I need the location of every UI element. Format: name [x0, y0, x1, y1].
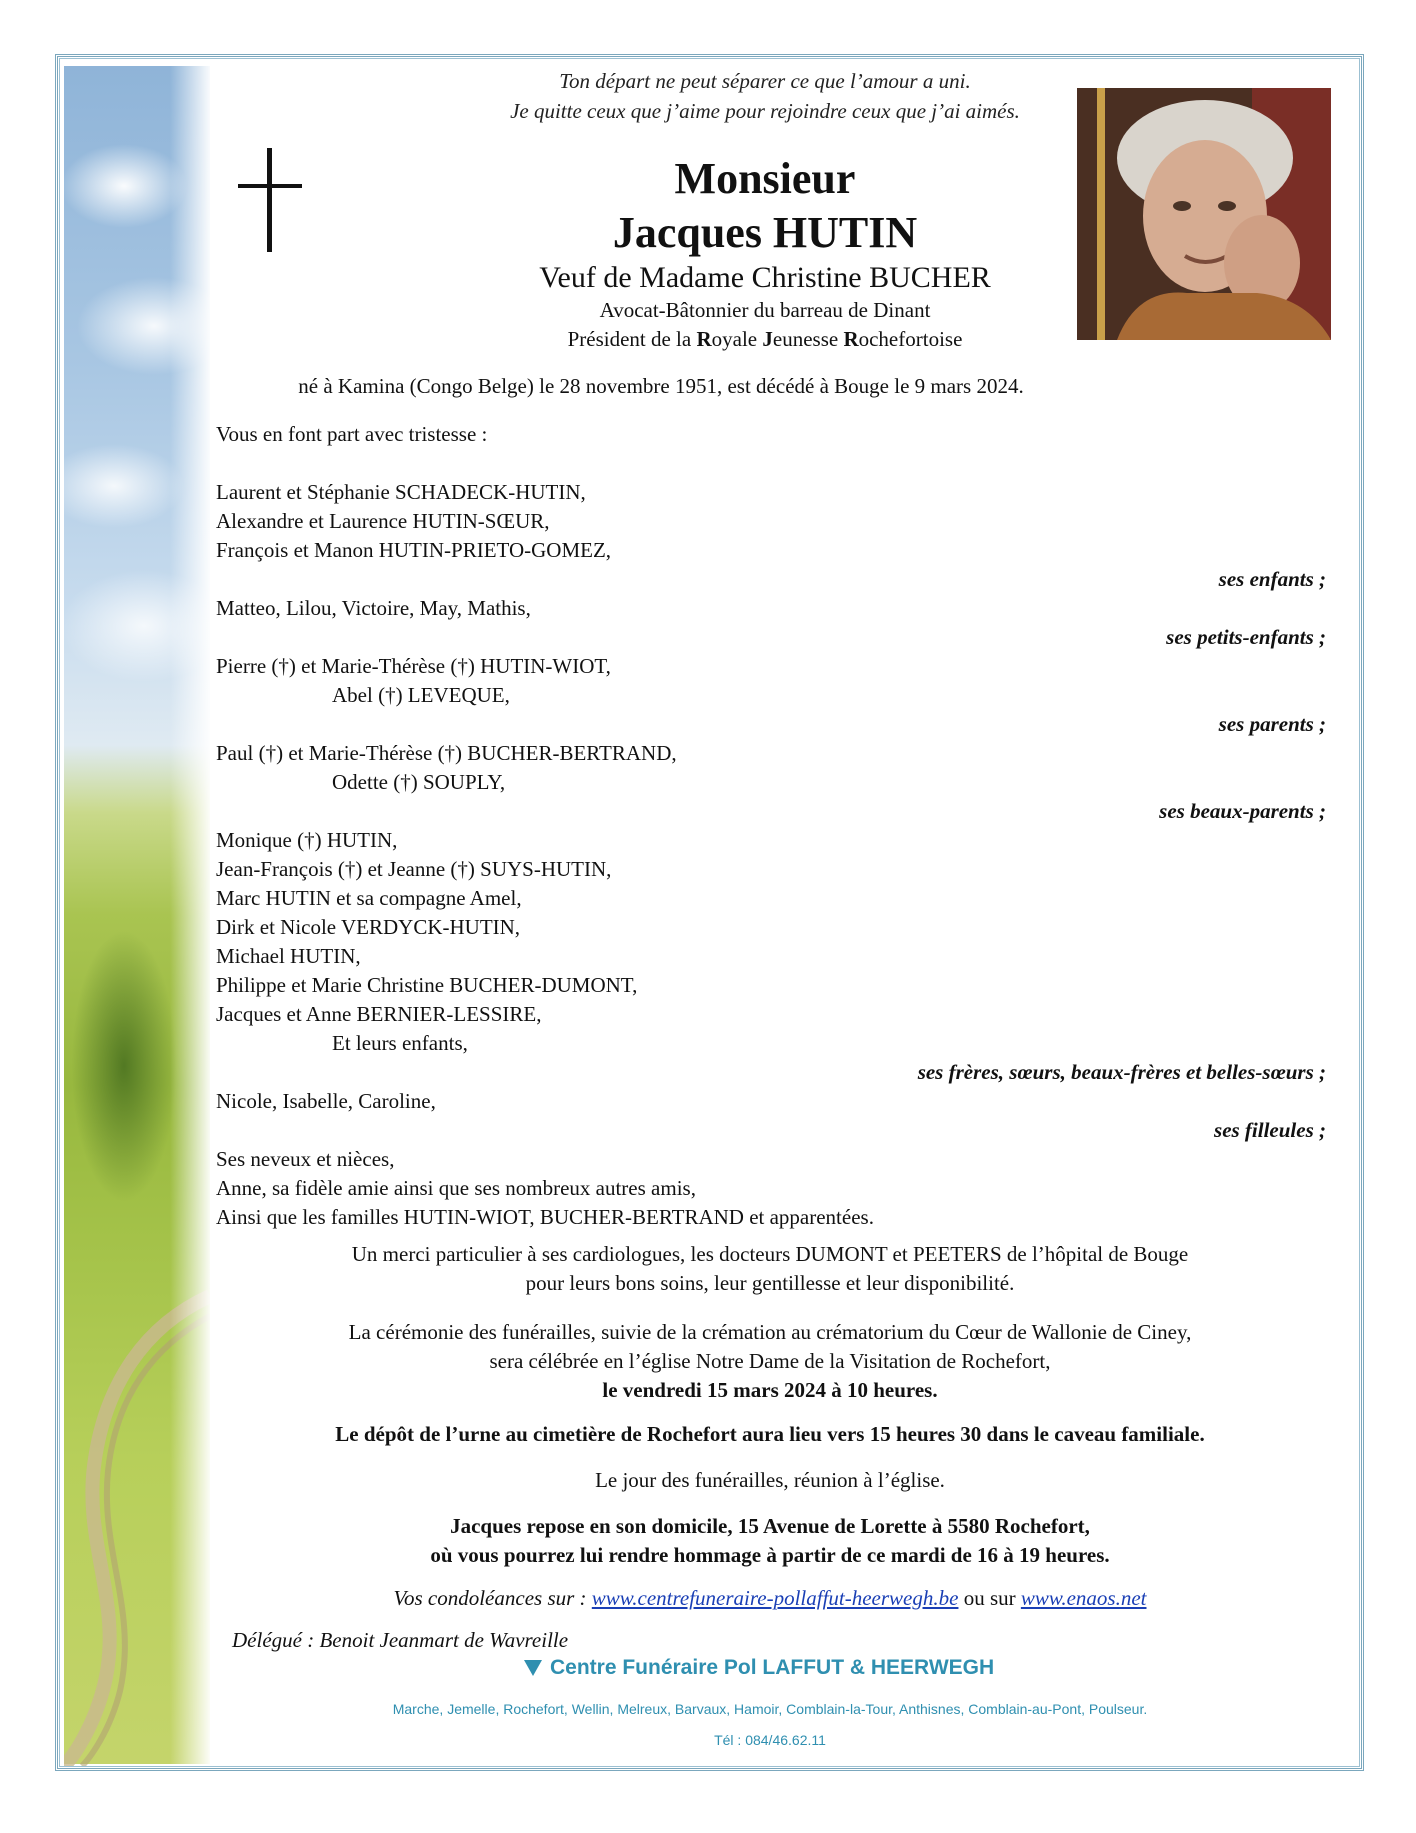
birth-death-line: né à Kamina (Congo Belge) le 28 novembre 1951, est décédé à Bouge le 9 mars 2024.	[298, 374, 1024, 398]
list-item: Monique (†) HUTIN,	[216, 828, 398, 852]
deceased-name: Jacques HUTIN	[612, 208, 918, 257]
funeral-home-phone: Tél : 084/46.62.11	[714, 1732, 826, 1748]
relation-label-grandchildren: ses petits-enfants ;	[1166, 625, 1326, 649]
list-item: Abel (†) LEVEQUE,	[332, 683, 510, 707]
thanks-paragraph	[210, 1240, 1330, 1298]
repose-line-2: où vous pourrez lui rendre hommage à partir de ce mardi de 16 à 19 heures.	[430, 1543, 1110, 1567]
relation-label-parents: ses parents ;	[1218, 712, 1326, 736]
repose-paragraph	[210, 1512, 1330, 1570]
thanks-line-1: Un merci particulier à ses cardiologues, les docteurs DUMONT et PEETERS de l’hôpital de Bouge	[351, 1242, 1189, 1266]
urn-paragraph: Le dépôt de l’urne au cimetière de Rochefort aura lieu vers 15 heures 30 dans le caveau familiale.	[335, 1422, 1205, 1446]
relation-label-inlaws: ses beaux-parents ;	[1159, 799, 1326, 823]
repose-line-1: Jacques repose en son domicile, 15 Avenue de Lorette à 5580 Rochefort,	[450, 1514, 1090, 1538]
condolences-link-1[interactable]: www.centrefuneraire-pollaffut-heerwegh.be	[591, 1586, 959, 1610]
ceremony-date: le vendredi 15 mars 2024 à 10 heures.	[602, 1378, 938, 1402]
triangle-down-icon	[524, 1660, 542, 1676]
reunion-paragraph: Le jour des funérailles, réunion à l’église.	[595, 1468, 945, 1492]
list-item: Et leurs enfants,	[332, 1031, 468, 1055]
epigraph-line-2: Je quitte ceux que j’aime pour rejoindre ceux que j’ai aimés.	[510, 99, 1020, 123]
honorific: Monsieur	[674, 154, 856, 203]
list-item: Alexandre et Laurence HUTIN-SŒUR,	[216, 509, 550, 533]
relation-label-godchildren: ses filleules ;	[1214, 1118, 1326, 1142]
ceremony-line-2: sera célébrée en l’église Notre Dame de la Visitation de Rochefort,	[489, 1349, 1051, 1373]
list-item: Matteo, Lilou, Victoire, May, Mathis,	[216, 596, 531, 620]
header	[210, 152, 1320, 354]
condolences-prefix: Vos condoléances sur :	[393, 1586, 592, 1610]
list-item: François et Manon HUTIN-PRIETO-GOMEZ,	[216, 538, 612, 562]
relation-label-siblings: ses frères, sœurs, beaux-frères et belles-sœurs ;	[917, 1060, 1326, 1084]
epigraph-line-1: Ton départ ne peut séparer ce que l’amour a uni.	[559, 69, 971, 93]
landscape-image	[64, 66, 210, 1764]
list-item: Jacques et Anne BERNIER-LESSIRE,	[216, 1002, 542, 1026]
list-item: Paul (†) et Marie-Thérèse (†) BUCHER-BERTRAND,	[216, 741, 677, 765]
delegate-line: Délégué : Benoit Jeanmart de Wavreille	[232, 1628, 569, 1652]
funeral-home-locations: Marche, Jemelle, Rochefort, Wellin, Melreux, Barvaux, Hamoir, Comblain-la-Tour, Anthisnes, Comblain-au-Pont, Poulseur.	[392, 1701, 1148, 1717]
list-item: Dirk et Nicole VERDYCK-HUTIN,	[216, 915, 521, 939]
announcement	[216, 420, 1326, 1232]
list-item: Ainsi que les familles HUTIN-WIOT, BUCHER-BERTRAND et apparentées.	[216, 1205, 874, 1229]
funeral-home-name-row	[524, 1656, 994, 1680]
condolences-middle: ou sur	[958, 1586, 1021, 1610]
list-item: Odette (†) SOUPLY,	[332, 770, 506, 794]
list-item: Laurent et Stéphanie SCHADECK-HUTIN,	[216, 480, 586, 504]
relation-label-children: ses enfants ;	[1218, 567, 1326, 591]
role-line-1: Avocat-Bâtonnier du barreau de Dinant	[599, 298, 931, 322]
list-item: Jean-François (†) et Jeanne (†) SUYS-HUTIN,	[216, 857, 612, 881]
list-item: Marc HUTIN et sa compagne Amel,	[216, 886, 522, 910]
list-item: Pierre (†) et Marie-Thérèse (†) HUTIN-WIOT,	[216, 654, 611, 678]
widower-line: Veuf de Madame Christine BUCHER	[539, 261, 991, 294]
ceremony-line-1: La cérémonie des funérailles, suivie de la crémation au crématorium du Cœur de Wallonie de Ciney,	[348, 1320, 1192, 1344]
funeral-home-name: Centre Funéraire Pol LAFFUT & HEERWEGH	[550, 1656, 995, 1679]
role-line-2: Président de la Royale Jeunesse Rochefortoise	[567, 327, 963, 351]
list-item: Philippe et Marie Christine BUCHER-DUMONT,	[216, 973, 638, 997]
list-item: Anne, sa fidèle amie ainsi que ses nombreux autres amis,	[216, 1176, 696, 1200]
intro: Vous en font part avec tristesse :	[216, 422, 488, 446]
list-item: Michael HUTIN,	[216, 944, 361, 968]
list-item: Ses neveux et nièces,	[216, 1147, 395, 1171]
condolences-line	[210, 1584, 1330, 1613]
list-item: Nicole, Isabelle, Caroline,	[216, 1089, 436, 1113]
ceremony-paragraph	[210, 1318, 1330, 1405]
condolences-link-2[interactable]: www.enaos.net	[1020, 1586, 1147, 1610]
thanks-line-2: pour leurs bons soins, leur gentillesse et leur disponibilité.	[525, 1271, 1015, 1295]
